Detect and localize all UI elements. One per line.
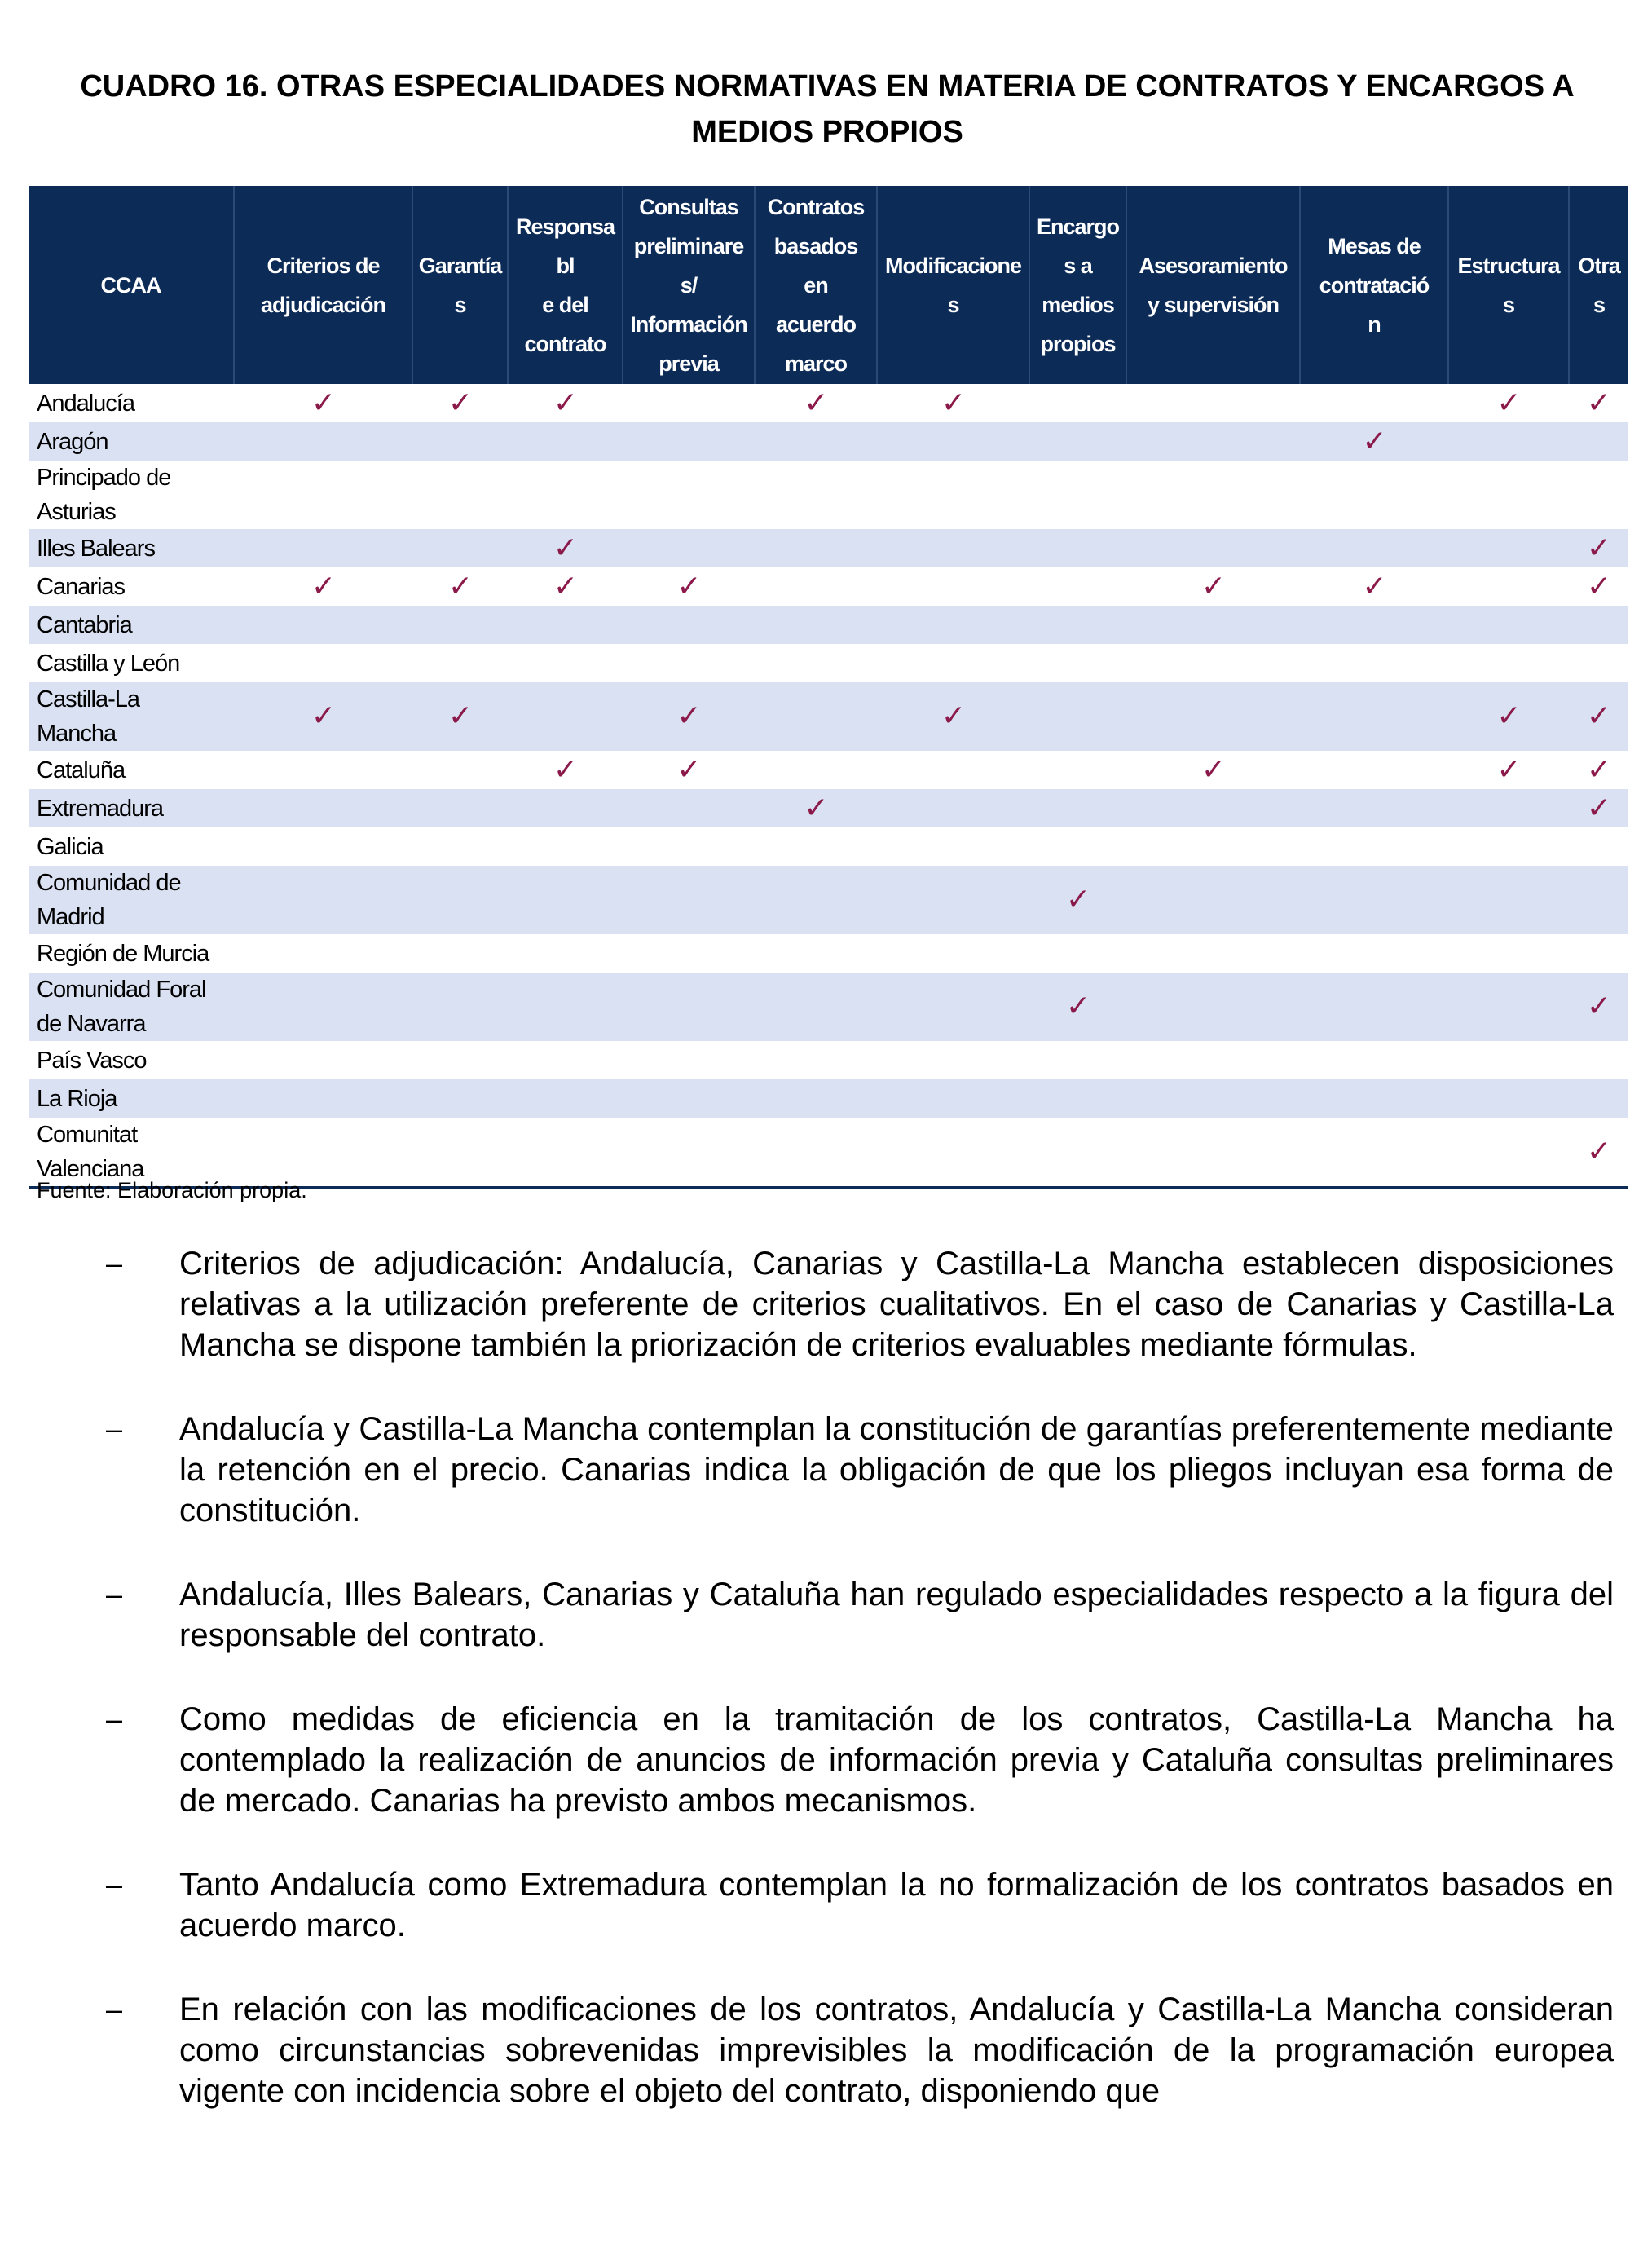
mark-cell — [508, 461, 623, 529]
column-header-garantias: Garantía s — [412, 186, 508, 384]
checkmark-icon: ✓ — [553, 386, 578, 420]
mark-cell — [234, 384, 412, 422]
mark-cell — [1300, 461, 1448, 529]
column-header-ccaa: CCAA — [29, 186, 234, 384]
bullet-dash-icon: – — [106, 1868, 123, 1901]
mark-cell — [1029, 422, 1126, 461]
mark-cell — [1029, 606, 1126, 644]
bullet-list — [106, 1243, 1614, 2155]
region-cell: La Rioja — [29, 1079, 234, 1118]
mark-cell — [877, 789, 1029, 827]
mark-cell — [755, 1118, 877, 1188]
mark-cell — [508, 751, 623, 789]
checkmark-icon: ✓ — [1362, 424, 1386, 458]
mark-cell — [508, 567, 623, 606]
mark-cell — [1569, 789, 1628, 827]
mark-cell — [623, 1079, 755, 1118]
mark-cell — [877, 682, 1029, 751]
mark-cell — [755, 1041, 877, 1079]
region-cell: Castilla-La Mancha — [29, 682, 234, 751]
mark-cell — [1300, 789, 1448, 827]
mark-cell — [1300, 529, 1448, 567]
mark-cell — [1448, 422, 1569, 461]
mark-cell — [755, 567, 877, 606]
mark-cell — [1300, 827, 1448, 866]
mark-cell — [877, 1079, 1029, 1118]
mark-cell — [234, 529, 412, 567]
list-item — [106, 1989, 1614, 2111]
mark-cell — [1448, 606, 1569, 644]
checkmark-icon: ✓ — [447, 699, 473, 733]
table-row — [29, 866, 1628, 934]
mark-cell — [1126, 384, 1300, 422]
mark-cell — [623, 461, 755, 529]
checkmark-icon: ✓ — [804, 386, 828, 420]
list-item — [106, 1243, 1614, 1365]
checkmark-icon: ✓ — [1065, 883, 1090, 916]
mark-cell — [1569, 1041, 1628, 1079]
bullet-dash-icon: – — [106, 1992, 123, 2026]
mark-cell — [412, 866, 508, 934]
mark-cell — [1300, 606, 1448, 644]
mark-cell — [755, 422, 877, 461]
checkmark-icon: ✓ — [1200, 752, 1226, 787]
column-header-responsable: Responsabl e del contrato — [508, 186, 623, 384]
mark-cell — [1029, 1118, 1126, 1188]
mark-cell — [1029, 789, 1126, 827]
checkmark-icon: ✓ — [676, 699, 701, 733]
mark-cell — [1448, 384, 1569, 422]
mark-cell — [1029, 461, 1126, 529]
checkmark-icon: ✓ — [553, 531, 578, 565]
mark-cell — [508, 422, 623, 461]
table-header-row — [29, 186, 1628, 384]
mark-cell — [508, 529, 623, 567]
mark-cell — [1029, 827, 1126, 866]
mark-cell — [412, 973, 508, 1041]
region-cell: Principado de Asturias — [37, 465, 171, 525]
mark-cell — [508, 934, 623, 973]
region-cell: País Vasco — [37, 1047, 147, 1074]
mark-cell — [1300, 1041, 1448, 1079]
mark-cell — [755, 934, 877, 973]
mark-cell — [877, 384, 1029, 422]
mark-cell — [1029, 567, 1126, 606]
checkmark-icon: ✓ — [1065, 990, 1090, 1023]
source-note: Fuente: Elaboración propia. — [37, 1178, 307, 1202]
mark-cell — [1126, 1079, 1300, 1118]
table-row — [29, 384, 1628, 422]
checkmark-icon: ✓ — [1586, 791, 1611, 825]
mark-cell — [755, 866, 877, 934]
list-item-text: Como medidas de eficiencia en la tramitación de los contratos, Castilla-La Mancha ha contemplado la realización de anuncios de información previa y Cataluña consultas preliminares de mercado. Canarias ha previsto ambos mecanismos. — [179, 1701, 1614, 1819]
mark-cell — [234, 866, 412, 934]
table-row — [29, 567, 1628, 606]
list-item-text: Andalucía, Illes Balears, Canarias y Cataluña han regulado especialidades respecto a la figura del responsable del contrato. — [179, 1577, 1614, 1653]
checkmark-icon: ✓ — [1586, 990, 1611, 1023]
mark-cell — [1569, 606, 1628, 644]
column-header-consultas: Consultas preliminare s/ Información previa — [623, 186, 755, 384]
checkmark-icon: ✓ — [1586, 386, 1611, 420]
list-item-text: Andalucía y Castilla-La Mancha contemplan la constitución de garantías preferentemente mediante la retención en el precio. Canarias indica la obligación de que los pliegos incluyan esa forma de constitución. — [179, 1411, 1614, 1529]
mark-cell — [1029, 1079, 1126, 1118]
mark-cell — [1126, 866, 1300, 934]
list-item — [106, 1574, 1614, 1656]
mark-cell — [1300, 934, 1448, 973]
table-row — [29, 422, 1628, 461]
list-item-text: Criterios de adjudicación: Andalucía, Canarias y Castilla-La Mancha establecen disposiciones relativas a la utilización preferente de criterios cualitativos. En el caso de Canarias y Castilla-La Mancha se dispone también la priorización de criterios evaluables mediante fórmulas. — [179, 1246, 1614, 1363]
region-cell: Andalucía — [37, 390, 134, 417]
region-cell: Región de Murcia — [37, 940, 209, 967]
mark-cell — [1448, 644, 1569, 682]
mark-cell — [412, 789, 508, 827]
mark-cell — [234, 461, 412, 529]
mark-cell — [755, 682, 877, 751]
mark-cell — [1126, 827, 1300, 866]
column-header-estructuras: Estructura s — [1448, 186, 1569, 384]
mark-cell — [1126, 529, 1300, 567]
mark-cell — [877, 973, 1029, 1041]
column-header-encargos: Encargo s a medios propios — [1029, 186, 1126, 384]
mark-cell — [877, 567, 1029, 606]
mark-cell — [412, 934, 508, 973]
mark-cell — [1126, 934, 1300, 973]
mark-cell — [623, 644, 755, 682]
mark-cell — [1029, 682, 1126, 751]
ccaa-table-container — [29, 186, 1628, 1189]
table-row — [29, 789, 1628, 827]
mark-cell — [234, 827, 412, 866]
list-item-text: Tanto Andalucía como Extremadura contemplan la no formalización de los contratos basados en acuerdo marco. — [179, 1867, 1614, 1943]
mark-cell — [1300, 682, 1448, 751]
mark-cell — [1448, 973, 1569, 1041]
bullet-dash-icon: – — [106, 1577, 123, 1611]
region-cell: Cantabria — [29, 606, 234, 644]
mark-cell — [877, 1041, 1029, 1079]
mark-cell — [508, 644, 623, 682]
mark-cell — [877, 827, 1029, 866]
mark-cell — [1029, 529, 1126, 567]
mark-cell — [877, 866, 1029, 934]
table-row — [29, 934, 1628, 973]
mark-cell — [1569, 644, 1628, 682]
table-row — [29, 1079, 1628, 1118]
mark-cell — [234, 973, 412, 1041]
mark-cell — [1569, 529, 1628, 567]
table-body — [29, 384, 1628, 1188]
mark-cell — [1300, 1079, 1448, 1118]
region-cell: Comunidad de Madrid — [29, 866, 234, 934]
mark-cell — [623, 422, 755, 461]
mark-cell — [1126, 973, 1300, 1041]
region-cell: Aragón — [29, 422, 234, 461]
mark-cell — [623, 934, 755, 973]
mark-cell — [508, 1041, 623, 1079]
mark-cell — [1126, 606, 1300, 644]
checkmark-icon: ✓ — [1496, 752, 1521, 787]
mark-cell — [1569, 827, 1628, 866]
checkmark-icon: ✓ — [804, 791, 828, 825]
column-header-otras: Otras — [1569, 186, 1628, 384]
mark-cell — [1448, 461, 1569, 529]
column-header-contratos-basados: Contratos basados en acuerdo marco — [755, 186, 877, 384]
mark-cell — [623, 606, 755, 644]
mark-cell — [1126, 1041, 1300, 1079]
region-cell: Cataluña — [37, 757, 126, 783]
mark-cell — [234, 789, 412, 827]
mark-cell — [1126, 567, 1300, 606]
mark-cell — [1569, 1079, 1628, 1118]
mark-cell — [623, 866, 755, 934]
mark-cell — [755, 606, 877, 644]
mark-cell — [412, 567, 508, 606]
bullet-dash-icon: – — [106, 1246, 123, 1280]
table-row — [29, 682, 1628, 751]
mark-cell — [1569, 866, 1628, 934]
mark-cell — [234, 934, 412, 973]
mark-cell — [234, 644, 412, 682]
mark-cell — [1300, 644, 1448, 682]
mark-cell — [508, 1079, 623, 1118]
mark-cell — [1448, 1041, 1569, 1079]
list-item-text: En relación con las modificaciones de los contratos, Andalucía y Castilla-La Mancha consideran como circunstancias sobrevenidas imprevisibles la modificación de la programación europea vigente con incidencia sobre el objeto del contrato, disponiendo que — [179, 1992, 1614, 2109]
mark-cell — [412, 1041, 508, 1079]
mark-cell — [508, 1118, 623, 1188]
checkmark-icon: ✓ — [447, 386, 473, 420]
mark-cell — [1448, 1118, 1569, 1188]
mark-cell — [1126, 461, 1300, 529]
checkmark-icon: ✓ — [1586, 531, 1611, 565]
region-cell: Canarias — [37, 573, 126, 600]
mark-cell — [877, 461, 1029, 529]
mark-cell — [1448, 1079, 1569, 1118]
checkmark-icon: ✓ — [1496, 699, 1521, 733]
mark-cell — [1569, 422, 1628, 461]
mark-cell — [1029, 644, 1126, 682]
mark-cell — [623, 682, 755, 751]
region-cell: Galicia — [37, 833, 104, 860]
checkmark-icon: ✓ — [447, 569, 473, 603]
mark-cell — [1300, 973, 1448, 1041]
mark-cell — [1029, 384, 1126, 422]
mark-cell — [412, 422, 508, 461]
mark-cell — [234, 606, 412, 644]
table-row — [29, 827, 1628, 866]
mark-cell — [1126, 644, 1300, 682]
mark-cell — [623, 973, 755, 1041]
mark-cell — [1569, 461, 1628, 529]
checkmark-icon: ✓ — [311, 569, 336, 603]
checkmark-icon: ✓ — [1586, 569, 1611, 603]
mark-cell — [1448, 529, 1569, 567]
mark-cell — [1300, 1118, 1448, 1188]
checkmark-icon: ✓ — [941, 386, 966, 420]
checkmark-icon: ✓ — [1586, 699, 1611, 733]
mark-cell — [1029, 866, 1126, 934]
mark-cell — [234, 682, 412, 751]
mark-cell — [1300, 866, 1448, 934]
table-row — [29, 1041, 1628, 1079]
mark-cell — [877, 1118, 1029, 1188]
mark-cell — [877, 529, 1029, 567]
region-cell: Illes Balears — [29, 529, 234, 567]
mark-cell — [623, 567, 755, 606]
table-row — [29, 529, 1628, 567]
mark-cell — [755, 973, 877, 1041]
mark-cell — [412, 751, 508, 789]
region-cell: Comunidad Foral de Navarra — [29, 973, 234, 1041]
mark-cell — [1029, 1041, 1126, 1079]
mark-cell — [1448, 827, 1569, 866]
checkmark-icon: ✓ — [1200, 569, 1226, 603]
mark-cell — [234, 751, 412, 789]
checkmark-icon: ✓ — [1496, 386, 1521, 420]
checkmark-icon: ✓ — [676, 752, 701, 787]
mark-cell — [1448, 866, 1569, 934]
mark-cell — [755, 827, 877, 866]
mark-cell — [877, 422, 1029, 461]
mark-cell — [1029, 934, 1126, 973]
checkmark-icon: ✓ — [1586, 1135, 1611, 1168]
mark-cell — [1126, 1118, 1300, 1188]
bullet-dash-icon: – — [106, 1412, 123, 1445]
table-row — [29, 606, 1628, 644]
mark-cell — [234, 1041, 412, 1079]
region-cell: Castilla y León — [37, 650, 180, 677]
table-row — [29, 973, 1628, 1041]
mark-cell — [623, 1041, 755, 1079]
mark-cell — [1569, 567, 1628, 606]
mark-cell — [1126, 682, 1300, 751]
mark-cell — [1569, 973, 1628, 1041]
mark-cell — [412, 644, 508, 682]
mark-cell — [755, 789, 877, 827]
mark-cell — [755, 751, 877, 789]
list-item — [106, 1699, 1614, 1821]
checkmark-icon: ✓ — [941, 699, 966, 733]
mark-cell — [508, 789, 623, 827]
mark-cell — [755, 1079, 877, 1118]
mark-cell — [508, 682, 623, 751]
mark-cell — [1569, 682, 1628, 751]
mark-cell — [877, 606, 1029, 644]
mark-cell — [1569, 384, 1628, 422]
mark-cell — [623, 789, 755, 827]
checkmark-icon: ✓ — [311, 386, 336, 420]
mark-cell — [234, 1079, 412, 1118]
checkmark-icon: ✓ — [1586, 752, 1611, 787]
mark-cell — [755, 529, 877, 567]
mark-cell — [623, 827, 755, 866]
mark-cell — [877, 934, 1029, 973]
mark-cell — [1448, 934, 1569, 973]
list-item — [106, 1864, 1614, 1946]
checkmark-icon: ✓ — [311, 699, 336, 733]
mark-cell — [755, 384, 877, 422]
mark-cell — [412, 1079, 508, 1118]
mark-cell — [623, 384, 755, 422]
mark-cell — [412, 384, 508, 422]
mark-cell — [412, 1118, 508, 1188]
checkmark-icon: ✓ — [1362, 569, 1386, 603]
mark-cell — [755, 461, 877, 529]
mark-cell — [1569, 1118, 1628, 1188]
mark-cell — [877, 644, 1029, 682]
column-header-mesas: Mesas de contratació n — [1300, 186, 1448, 384]
mark-cell — [412, 827, 508, 866]
table-row — [29, 461, 1628, 529]
ccaa-table — [29, 186, 1628, 1189]
mark-cell — [755, 644, 877, 682]
table-row — [29, 751, 1628, 789]
region-cell: Comunitat Valenciana — [29, 1118, 234, 1188]
mark-cell — [508, 827, 623, 866]
column-header-criterios: Criterios de adjudicación — [234, 186, 412, 384]
mark-cell — [1300, 422, 1448, 461]
mark-cell — [623, 1118, 755, 1188]
mark-cell — [508, 973, 623, 1041]
list-item — [106, 1409, 1614, 1531]
mark-cell — [1448, 751, 1569, 789]
checkmark-icon: ✓ — [553, 569, 578, 603]
mark-cell — [1126, 751, 1300, 789]
mark-cell — [412, 682, 508, 751]
mark-cell — [412, 529, 508, 567]
mark-cell — [1126, 422, 1300, 461]
mark-cell — [412, 461, 508, 529]
checkmark-icon: ✓ — [553, 752, 578, 787]
mark-cell — [508, 384, 623, 422]
mark-cell — [412, 606, 508, 644]
mark-cell — [234, 567, 412, 606]
mark-cell — [1448, 789, 1569, 827]
column-header-asesoramiento: Asesoramiento y supervisión — [1126, 186, 1300, 384]
mark-cell — [508, 606, 623, 644]
mark-cell — [1300, 751, 1448, 789]
checkmark-icon: ✓ — [676, 569, 701, 603]
region-cell: Extremadura — [29, 789, 234, 827]
mark-cell — [508, 866, 623, 934]
mark-cell — [1029, 751, 1126, 789]
mark-cell — [1569, 751, 1628, 789]
mark-cell — [234, 422, 412, 461]
mark-cell — [623, 529, 755, 567]
page-title: CUADRO 16. OTRAS ESPECIALIDADES NORMATIVAS EN MATERIA DE CONTRATOS Y ENCARGOS A MEDIOS PROPIOS — [80, 69, 1575, 149]
bullet-dash-icon: – — [106, 1702, 123, 1736]
mark-cell — [1300, 567, 1448, 606]
mark-cell — [623, 751, 755, 789]
mark-cell — [1448, 567, 1569, 606]
table-row — [29, 644, 1628, 682]
mark-cell — [1126, 789, 1300, 827]
mark-cell — [877, 751, 1029, 789]
mark-cell — [1300, 384, 1448, 422]
mark-cell — [1448, 682, 1569, 751]
column-header-modificaciones: Modificaciones — [877, 186, 1029, 384]
mark-cell — [1569, 934, 1628, 973]
mark-cell — [1029, 973, 1126, 1041]
